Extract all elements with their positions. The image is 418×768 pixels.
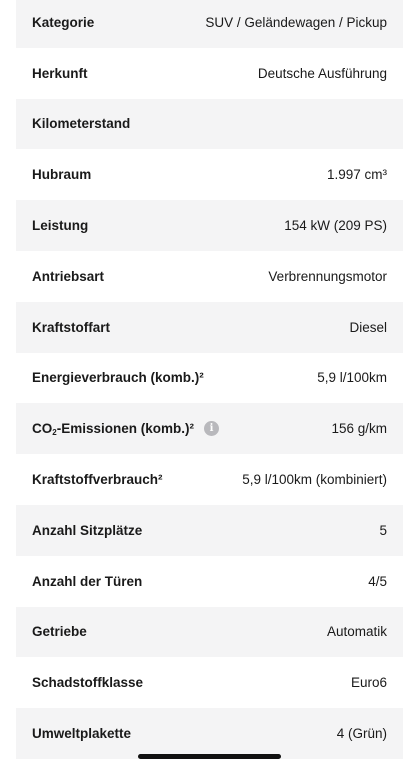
spec-label: Antriebsart xyxy=(32,268,105,284)
co2-label-suffix: -Emissionen (komb.)² xyxy=(56,421,194,437)
spec-label: Kilometerstand xyxy=(32,116,131,132)
home-indicator[interactable] xyxy=(138,754,281,759)
spec-row-kraftstoffart xyxy=(16,302,403,353)
spec-value: Euro6 xyxy=(350,675,387,691)
spec-row-umweltplakette xyxy=(16,708,403,759)
spec-row-kategorie xyxy=(16,0,403,48)
spec-value: 5 xyxy=(379,522,387,538)
spec-value: 4/5 xyxy=(368,573,387,589)
spec-row-antriebsart xyxy=(16,251,403,302)
spec-label: Umweltplakette xyxy=(32,726,132,742)
spec-row-co2-emissionen xyxy=(16,403,403,454)
spec-label: Herkunft xyxy=(32,65,88,81)
spec-row-tueren xyxy=(16,556,403,607)
spec-label: Kraftstoffart xyxy=(32,319,111,335)
spec-value: 5,9 l/100km (kombiniert) xyxy=(242,472,387,488)
spec-value: Deutsche Ausführung xyxy=(257,65,387,81)
spec-row-leistung xyxy=(16,200,403,251)
spec-row-energieverbrauch xyxy=(16,353,403,404)
spec-label: Kategorie xyxy=(32,14,95,30)
co2-label-subscript: 2 xyxy=(52,428,57,438)
spec-value: 1.997 cm³ xyxy=(326,167,387,183)
spec-value: Diesel xyxy=(349,319,387,335)
spec-label: Anzahl der Türen xyxy=(32,573,143,589)
spec-value: SUV / Geländewagen / Pickup xyxy=(205,14,387,30)
spec-label: Hubraum xyxy=(32,167,92,183)
spec-row-hubraum xyxy=(16,149,403,200)
spec-label: Leistung xyxy=(32,218,89,234)
spec-value: Verbrennungsmotor xyxy=(268,268,387,284)
spec-row-kraftstoffverbrauch xyxy=(16,454,403,505)
spec-label: Kraftstoffverbrauch² xyxy=(32,472,163,488)
spec-value: 154 kW (209 PS) xyxy=(284,218,387,234)
spec-value: 156 g/km xyxy=(331,421,387,437)
spec-row-schadstoffklasse xyxy=(16,657,403,708)
spec-label: Schadstoffklasse xyxy=(32,675,144,691)
vehicle-spec-list xyxy=(16,0,403,759)
spec-label: Energieverbrauch (komb.)² xyxy=(32,370,204,386)
spec-label: Getriebe xyxy=(32,624,87,640)
spec-value: Automatik xyxy=(326,624,387,640)
spec-row-herkunft xyxy=(16,48,403,99)
co2-label-prefix: CO xyxy=(32,421,53,437)
spec-label xyxy=(32,421,219,436)
spec-value: 5,9 l/100km xyxy=(317,370,387,386)
spec-row-getriebe xyxy=(16,607,403,658)
spec-row-sitzplaetze xyxy=(16,505,403,556)
spec-value: 4 (Grün) xyxy=(336,726,387,742)
info-icon[interactable]: i xyxy=(204,421,219,436)
spec-row-kilometerstand xyxy=(16,99,403,150)
spec-label: Anzahl Sitzplätze xyxy=(32,522,143,538)
